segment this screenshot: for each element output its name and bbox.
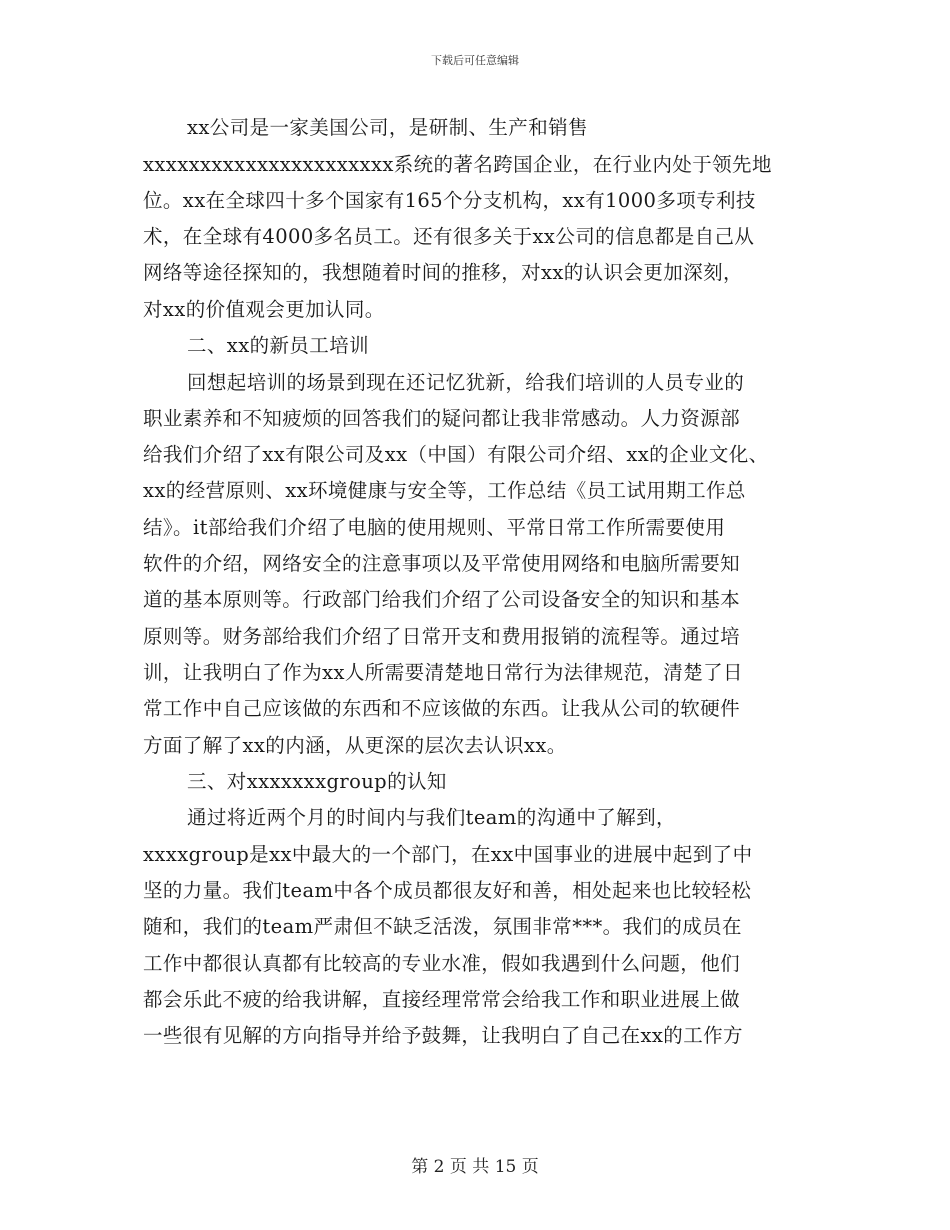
body-line: xx的经营原则、xx环境健康与安全等，工作总结《员工试用期工作总 bbox=[143, 479, 746, 502]
body-line: 原则等。财务部给我们介绍了日常开支和费用报销的流程等。通过培 bbox=[143, 625, 741, 648]
body-line: 回想起培训的场景到现在还记忆犹新，给我们培训的人员专业的 bbox=[187, 371, 745, 394]
body-line: 道的基本原则等。行政部门给我们介绍了公司设备安全的知识和基本 bbox=[143, 588, 741, 611]
body-line: 网络等途径探知的，我想随着时间的推移，对xx的认识会更加深刻， bbox=[143, 261, 743, 284]
body-line: xx公司是一家美国公司，是研制、生产和销售 bbox=[187, 116, 588, 139]
page-header: 下载后可任意编辑 bbox=[431, 54, 519, 67]
body-line: 工作中都很认真都有比较高的专业水准，假如我遇到什么问题，他们 bbox=[143, 952, 741, 975]
body-line: 都会乐此不疲的给我讲解，直接经理常常会给我工作和职业进展上做 bbox=[143, 988, 741, 1011]
section-heading: 二、xx的新员工培训 bbox=[187, 334, 369, 357]
body-line: xxxxxxxxxxxxxxxxxxxxxx系统的著名跨国企业，在行业内处于领先地 bbox=[143, 153, 772, 176]
body-line: xxxxgroup是xx中最大的一个部门，在xx中国事业的进展中起到了中 bbox=[143, 843, 753, 866]
body-line: 术，在全球有4000多名员工。还有很多关于xx公司的信息都是自己从 bbox=[143, 225, 755, 248]
body-line: 常工作中自己应该做的东西和不应该做的东西。让我从公司的软硬件 bbox=[143, 697, 741, 720]
body-line: 职业素养和不知疲烦的回答我们的疑问都让我非常感动。人力资源部 bbox=[143, 407, 741, 430]
body-line: 训，让我明白了作为xx人所需要清楚地日常行为法律规范，清楚了日 bbox=[143, 661, 743, 684]
section-heading: 三、对xxxxxxxgroup的认知 bbox=[187, 770, 447, 793]
body-line: 一些很有见解的方向指导并给予鼓舞，让我明白了自己在xx的工作方 bbox=[143, 1024, 743, 1047]
body-line: 对xx的价值观会更加认同。 bbox=[143, 298, 385, 321]
body-line: 坚的力量。我们team中各个成员都很友好和善，相处起来也比较轻松 bbox=[143, 879, 752, 902]
body-line: 位。xx在全球四十多个国家有165个分支机构，xx有1000多项专利技 bbox=[143, 189, 756, 212]
body-line: 随和，我们的team严肃但不缺乏活泼，氛围非常***。我们的成员在 bbox=[143, 915, 742, 938]
body-line: 给我们介绍了xx有限公司及xx（中国）有限公司介绍、xx的企业文化、 bbox=[143, 443, 769, 466]
page-footer: 第 2 页 共 15 页 bbox=[411, 1157, 539, 1177]
body-line: 通过将近两个月的时间内与我们team的沟通中了解到， bbox=[187, 806, 676, 829]
body-line: 方面了解了xx的内涵，从更深的层次去认识xx。 bbox=[143, 734, 567, 757]
body-line: 结》。it部给我们介绍了电脑的使用规则、平常日常工作所需要使用 bbox=[143, 516, 726, 539]
body-line: 软件的介绍，网络安全的注意事项以及平常使用网络和电脑所需要知 bbox=[143, 552, 741, 575]
